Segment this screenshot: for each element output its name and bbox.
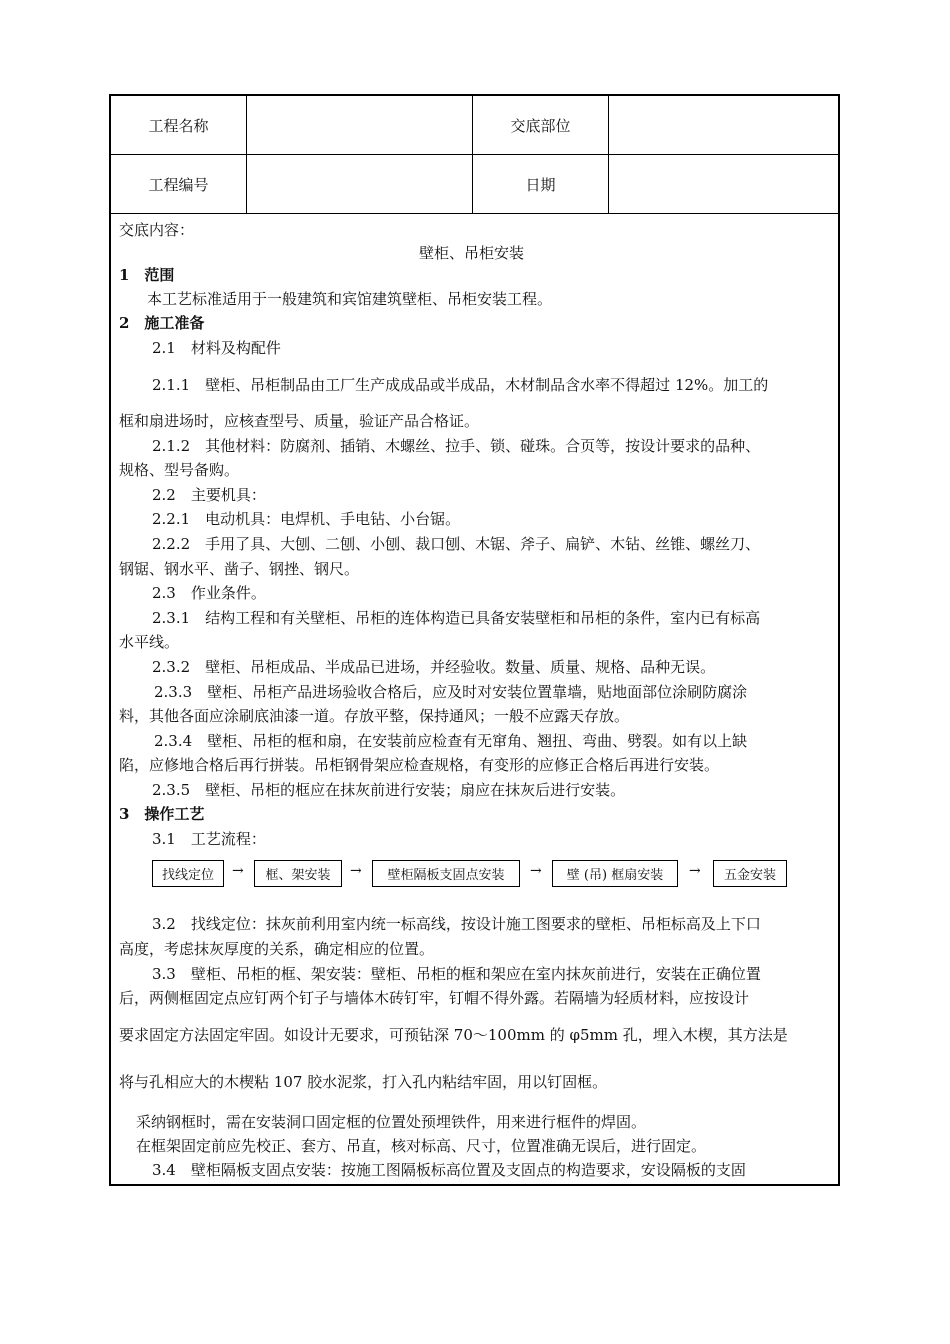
text-line: 2.3.4 壁柜、吊柜的框和扇，在安装前应检查有无窜角、翘扭、弯曲、劈裂。如有以上缺 <box>154 732 748 750</box>
process-flowchart <box>152 860 802 888</box>
text-line: 高度，考虑抹灰厚度的关系，确定相应的位置。 <box>119 940 435 958</box>
section-heading: 3 操作工艺 <box>119 805 205 823</box>
location-value <box>609 96 838 155</box>
technical-disclosure-sheet <box>109 94 840 1186</box>
text-line: 2.2.2 手用了具、大刨、二刨、小刨、裁口刨、木锯、斧子、扁铲、木钻、丝锥、螺丝刀、 <box>152 535 761 553</box>
text-line: 2.2 主要机具： <box>152 486 266 504</box>
text-line: 将与孔相应大的木楔粘 107 胶水泥浆，打入孔内粘结牢固，用以钉固框。 <box>119 1073 608 1091</box>
text-line: 2.3.3 壁柜、吊柜产品进场验收合格后，应及时对安装位置靠墙，贴地面部位涂刷防腐涂 <box>154 683 748 701</box>
flow-arrow: → <box>350 863 362 879</box>
text-line: 料，其他各面应涂刷底油漆一道。存放平整，保持通风；一般不应露天存放。 <box>119 707 630 725</box>
text-line: 2.3.1 结构工程和有关壁柜、吊柜的连体构造已具备安装壁柜和吊柜的条件，室内已有标高 <box>152 609 761 627</box>
content-intro: 交底内容： <box>119 221 195 239</box>
text-line: 水平线。 <box>119 633 180 651</box>
document-title: 壁柜、吊柜安装 <box>419 244 525 262</box>
flow-step: 找线定位 <box>152 860 224 887</box>
date-label: 日期 <box>473 155 609 214</box>
flow-arrow: → <box>232 863 244 879</box>
text-line: 2.1.2 其他材料：防腐剂、插销、木螺丝、拉手、锁、碰珠。合页等，按设计要求的品种、 <box>152 437 761 455</box>
flow-arrow: → <box>530 863 542 879</box>
section-heading: 1 范围 <box>119 266 175 284</box>
text-line: 在框架固定前应先校正、套方、吊直，核对标高、尺寸，位置准确无误后，进行固定。 <box>136 1137 707 1155</box>
text-line: 3.4 壁柜隔板支固点安装：按施工图隔板标高位置及支固点的构造要求，安设隔板的支固 <box>152 1161 746 1179</box>
text-line: 2.2.1 电动机具：电焊机、手电钻、小台锯。 <box>152 510 461 528</box>
text-line: 钢锯、钢水平、凿子、钢挫、钢尺。 <box>119 560 360 578</box>
flow-arrow: → <box>689 863 701 879</box>
text-line: 要求固定方法固定牢固。如设计无要求，可预钻深 70～100mm 的 φ5mm 孔，埋入木楔，其方法是 <box>119 1026 788 1044</box>
text-line: 3.1 工艺流程： <box>152 830 266 848</box>
project-no-label: 工程编号 <box>111 155 247 214</box>
text-line: 3.3 壁柜、吊柜的框、架安装：壁柜、吊柜的框和架应在室内抹灰前进行，安装在正确位置 <box>152 965 761 983</box>
flow-step: 壁柜隔板支固点安装 <box>372 860 520 887</box>
text-line: 本工艺标准适用于一般建筑和宾馆建筑壁柜、吊柜安装工程。 <box>147 290 553 308</box>
header-table <box>111 96 838 214</box>
project-no-value <box>247 155 473 214</box>
flow-step: 框、架安装 <box>254 860 342 887</box>
text-line: 陷，应修地合格后再行拼装。吊柜钢骨架应检查规格，有变形的应修正合格后再进行安装。 <box>119 756 720 774</box>
text-line: 后，两侧框固定点应钉两个钉子与墙体木砖钉牢，钉帽不得外露。若隔墙为轻质材料，应按设计 <box>119 989 750 1007</box>
text-line: 2.1.1 壁柜、吊柜制品由工厂生产成成品或半成品，木材制品含水率不得超过 12%。加工的 <box>152 376 769 394</box>
text-line: 2.1 材料及构配件 <box>152 339 281 357</box>
text-line: 3.2 找线定位：抹灰前利用室内统一标高线，按设计施工图要求的壁柜、吊柜标高及上下口 <box>152 915 761 933</box>
flow-step: 壁 (吊) 框扇安装 <box>552 860 678 887</box>
section-heading: 2 施工准备 <box>119 314 205 332</box>
text-line: 2.3 作业条件。 <box>152 584 266 602</box>
text-line: 规格、型号备购。 <box>119 461 240 479</box>
text-line: 框和扇进场时，应核查型号、质量，验证产品合格证。 <box>119 412 480 430</box>
location-label: 交底部位 <box>473 96 609 155</box>
text-line: 2.3.5 壁柜、吊柜的框应在抹灰前进行安装；扇应在抹灰后进行安装。 <box>152 781 626 799</box>
flow-step: 五金安装 <box>713 860 787 887</box>
text-line: 2.3.2 壁柜、吊柜成品、半成品已进场，并经验收。数量、质量、规格、品种无误。 <box>152 658 716 676</box>
date-value <box>609 155 838 214</box>
project-name-label: 工程名称 <box>111 96 247 155</box>
project-name-value <box>247 96 473 155</box>
text-line: 采纳钢框时，需在安装洞口固定框的位置处预埋铁件，用来进行框件的焊固。 <box>136 1113 647 1131</box>
